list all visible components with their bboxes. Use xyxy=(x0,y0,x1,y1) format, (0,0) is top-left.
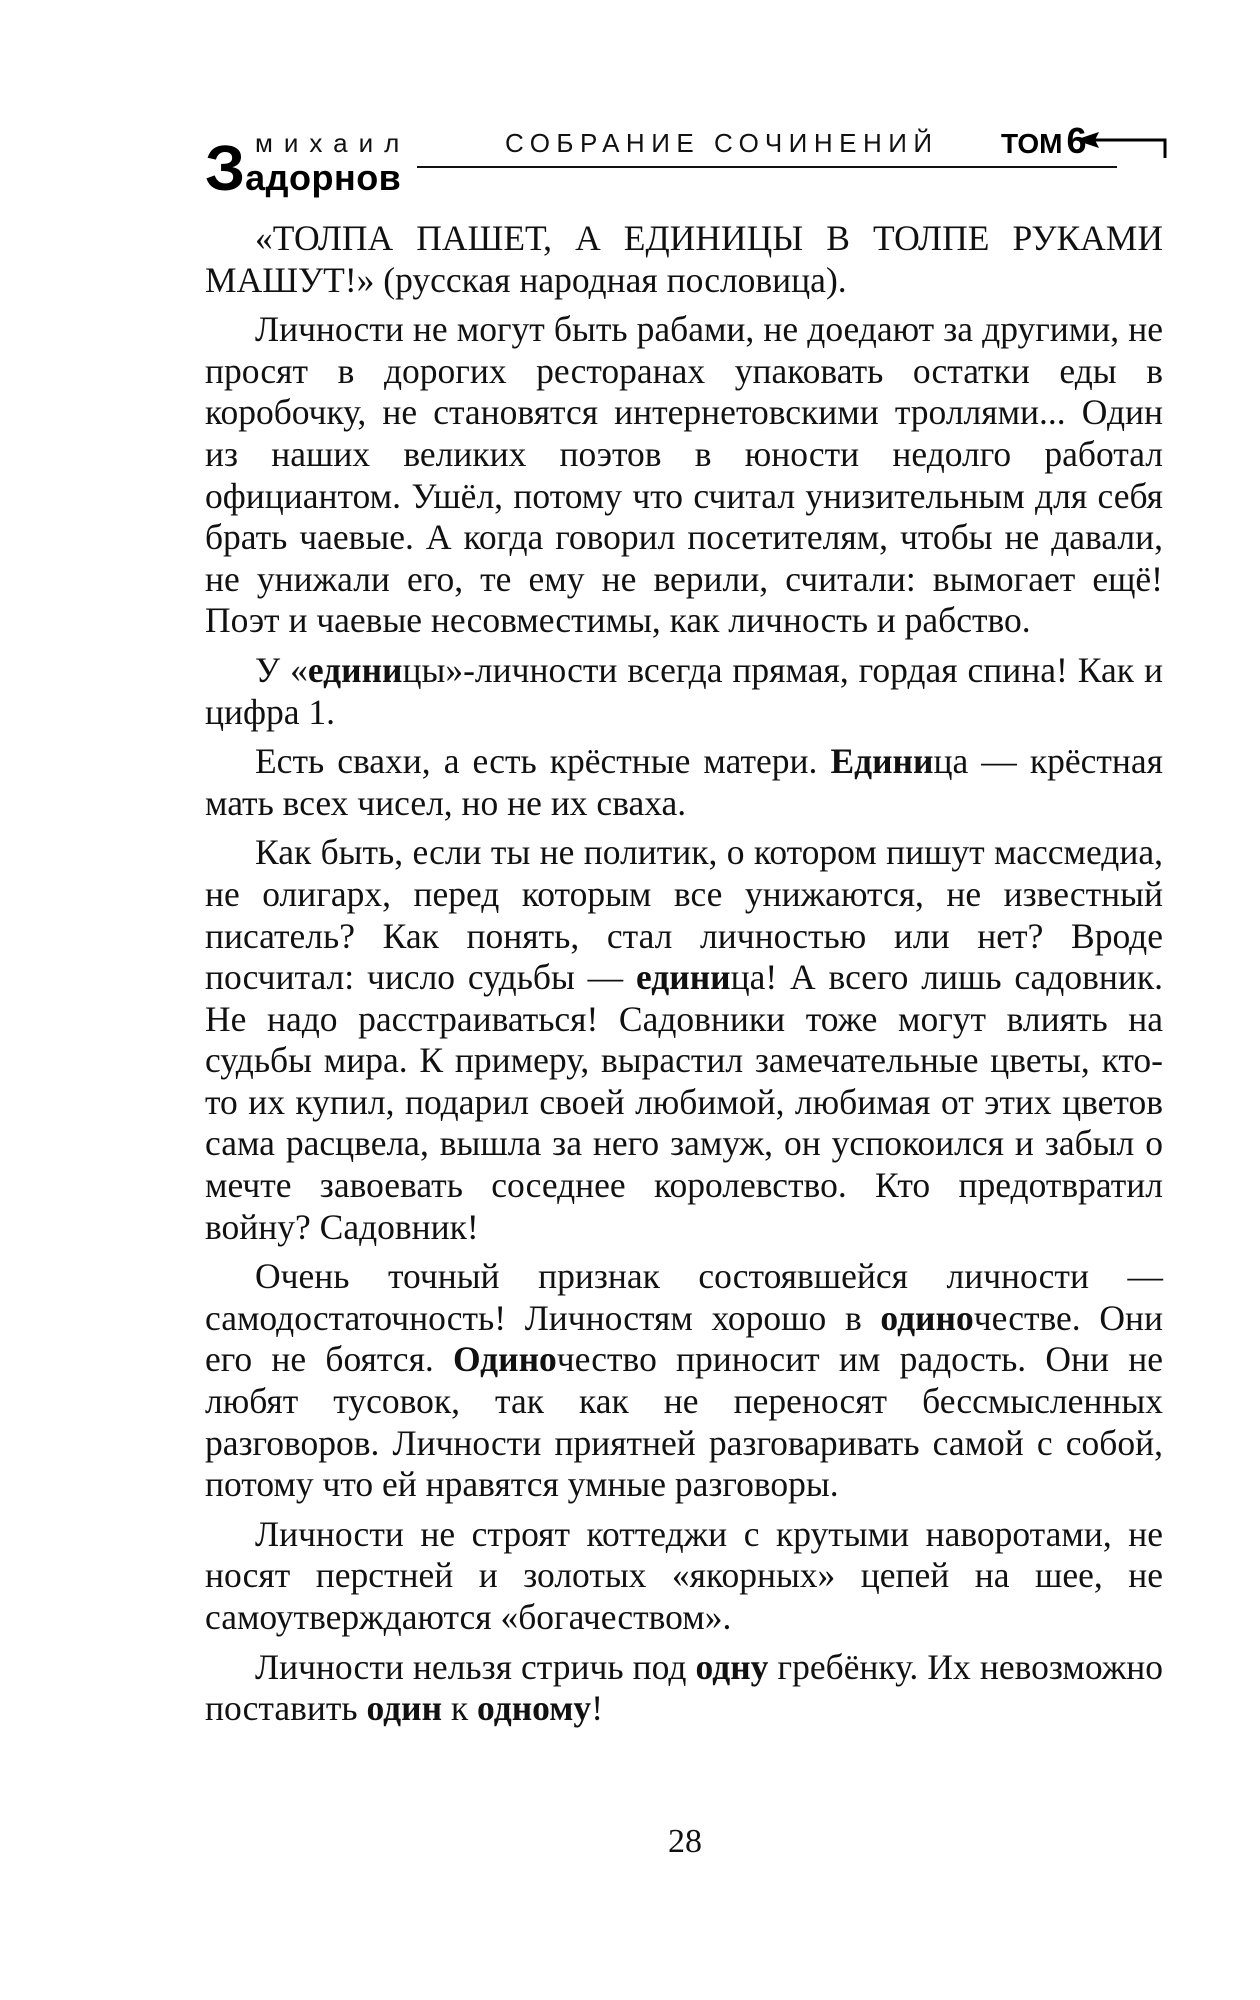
volume-number: 6 xyxy=(1066,120,1087,161)
emphasized-text: одино xyxy=(880,1297,974,1338)
paragraph xyxy=(205,832,1163,1248)
author-last-name xyxy=(205,132,402,204)
text-run: цы»-личности всегда прямая, гордая спина! Как и цифра 1. xyxy=(205,649,1163,732)
author-last-name-initial: З xyxy=(205,132,246,204)
emphasized-text: едини xyxy=(636,957,731,998)
text-run: Есть свахи, а есть крёстные матери. xyxy=(255,741,831,782)
series-title: СОБРАНИЕ СОЧИНЕНИЙ xyxy=(505,128,939,158)
author-first-name: михаил xyxy=(255,128,411,158)
text-run: Личности нельзя стричь под xyxy=(255,1646,696,1687)
emphasized-text: одному xyxy=(477,1688,592,1729)
volume-label-text: ТОМ xyxy=(1001,128,1063,159)
paragraph xyxy=(205,650,1163,733)
text-run: ! xyxy=(591,1688,604,1729)
text-run: Личности не строят коттеджи с крутыми наворотами, не носят перстней и золотых «якорных» цепей на шее, не самоутверждаются «богачеством». xyxy=(205,1513,1163,1637)
paragraph xyxy=(205,1256,1163,1506)
emphasized-text: Едини xyxy=(830,741,934,782)
emphasized-text: Одино xyxy=(453,1339,557,1380)
emphasized-text: едини xyxy=(307,649,403,690)
header-rule xyxy=(417,166,1117,168)
text-run: гребёнку. Их невозможно поставить xyxy=(205,1646,1163,1729)
paragraph xyxy=(205,1514,1163,1639)
text-run: Личности не могут быть рабами, не доедают за другими, не просят в дорогих ресторанах упаковать остатки еды в коробочку, не становятся интернетовскими троллями... Один из наших великих поэтов в юности недолго работал официантом. Ушёл, потому что считал унизительным для себя брать чаевые. А когда говорил посетителям, чтобы не давали, не унижали его, те ему не верили, считали: вымогает ещё! Поэт и чаевые несовместимы, как личность и рабство. xyxy=(205,309,1163,641)
text-run: «ТОЛПА ПАШЕТ, А ЕДИНИЦЫ В ТОЛПЕ РУКАМИ МАШУТ!» (русская народная пословица). xyxy=(205,218,1163,300)
paragraph xyxy=(205,309,1163,642)
paragraph xyxy=(205,1647,1163,1730)
paragraph xyxy=(205,741,1163,824)
page-number: 28 xyxy=(668,1823,702,1860)
text-run: Как быть, если ты не политик, о котором пишут массмедиа, не олигарх, перед которым все унижаются, не известный писатель? Как понять, стал личностью или нет? Вроде посчитал: число судьбы — xyxy=(205,832,1163,998)
emphasized-text: одну xyxy=(695,1646,769,1687)
text-run: ца — крёстная мать всех чисел, но не их сваха. xyxy=(205,741,1163,823)
running-header xyxy=(205,120,1170,206)
text-run: к xyxy=(442,1688,478,1729)
author-last-name-rest: адорнов xyxy=(245,157,402,198)
text-run: Очень точный признак состоявшейся личности — самодостаточность! Личностям хорошо в xyxy=(205,1256,1163,1338)
body-text xyxy=(205,218,1163,1738)
text-run: ца! А всего лишь садовник. Не надо расстраиваться! Садовники тоже могут влиять на судьбы мира. К примеру, вырастил замечательные цветы, кто-то их купил, подарил своей любимой, любимая от этих цветов сама расцвела, вышла за него замуж, он успокоился и забыл о мечте завоевать соседнее королевство. Кто предотвратил войну? Садовник! xyxy=(205,957,1163,1247)
text-run: У « xyxy=(255,649,308,690)
emphasized-text: один xyxy=(366,1688,443,1729)
text-run: честве. Они его не боятся. xyxy=(205,1297,1163,1380)
text-run: чество приносит им радость. Они не любят тусовок, так как не переносят бессмысленных разговоров. Личности приятней разговаривать самой с собой, потому что ей нравятся умные разговоры. xyxy=(205,1339,1164,1505)
paragraph xyxy=(205,218,1163,301)
arrow-left-icon xyxy=(1073,128,1168,164)
